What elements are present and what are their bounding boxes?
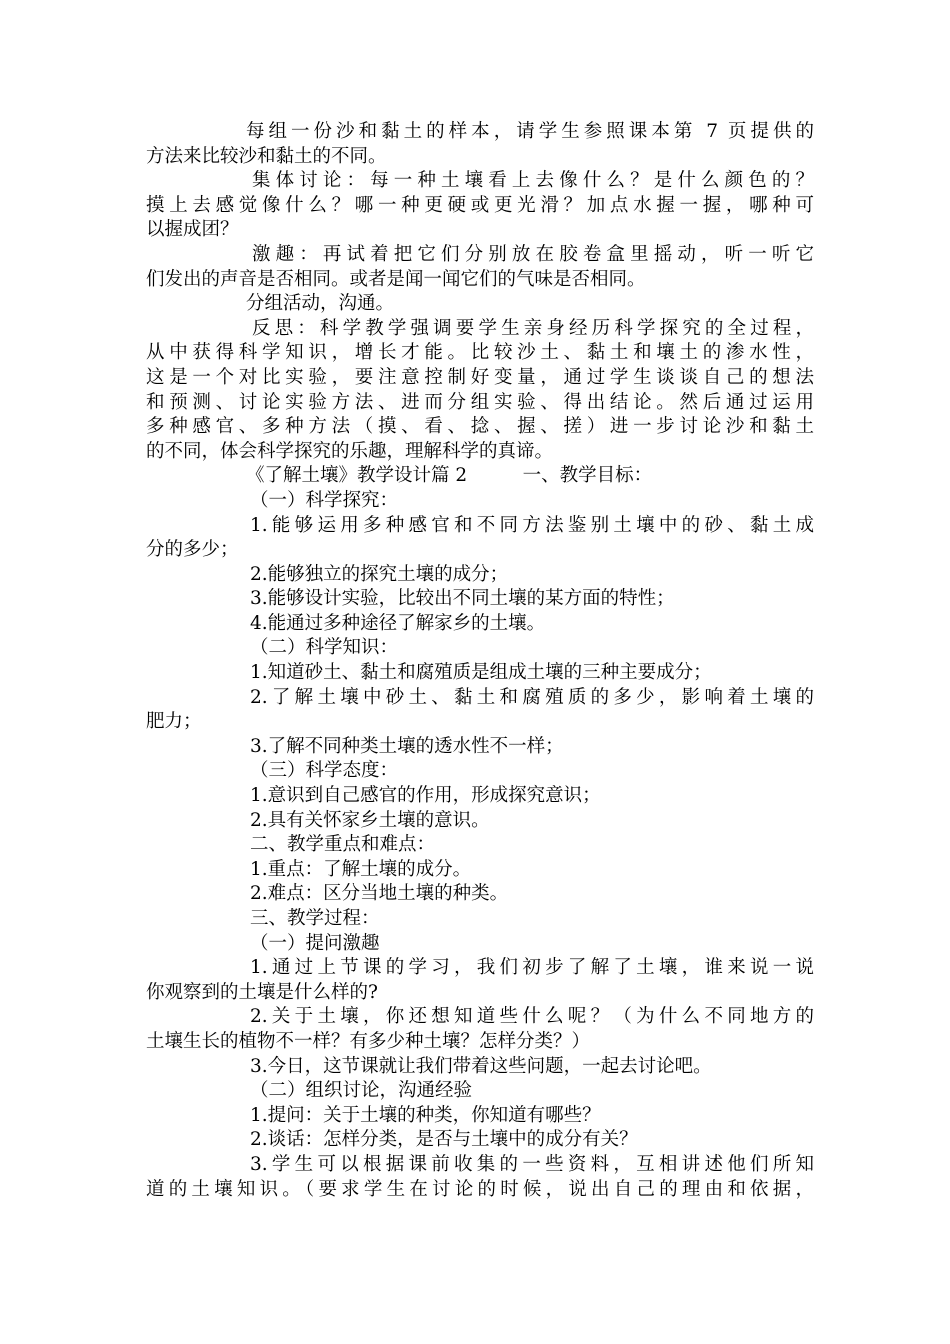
- text-line: 三、教学过程：: [250, 908, 380, 929]
- text-line: 分的多少；: [146, 539, 239, 561]
- text-line: 3.能够设计实验，比较出不同土壤的某方面的特性；: [250, 588, 675, 610]
- text-line: 1.重点：了解土壤的成分。: [250, 858, 472, 880]
- text-line: 激趣：再试着把它们分别放在胶卷盒里摇动，听一听它: [252, 243, 814, 265]
- text-line: 1.能够运用多种感官和不同方法鉴别土壤中的砂、黏土成: [250, 514, 814, 536]
- text-line: 1.意识到自己感官的作用，形成探究意识；: [250, 785, 601, 807]
- text-line: 1.提问：关于土壤的种类，你知道有哪些？: [250, 1104, 601, 1126]
- text-line: （一）科学探究：: [250, 489, 399, 511]
- text-line: 1.知道砂土、黏土和腐殖质是组成土壤的三种主要成分；: [250, 662, 712, 684]
- text-line: 肥力；: [146, 711, 202, 733]
- text-line: 反思：科学教学强调要学生亲身经历科学探究的全过程，: [252, 317, 814, 339]
- text-line: 从中获得科学知识，增长才能。比较沙土、黏土和壤土的渗水性，: [146, 342, 814, 364]
- text-line: （一）提问激趣: [250, 932, 380, 954]
- text-line: 1.通过上节课的学习，我们初步了解了土壤，谁来说一说: [250, 957, 814, 979]
- text-line: 4.能通过多种途径了解家乡的土壤。: [250, 612, 546, 634]
- text-line: 2.谈话：怎样分类，是否与土壤中的成分有关？: [250, 1129, 638, 1151]
- text-line: 2.了解土壤中砂土、黏土和腐殖质的多少，影响着土壤的: [250, 686, 814, 708]
- text-line: 2.能够独立的探究土壤的成分；: [250, 563, 509, 585]
- text-line: 的不同，体会科学探究的乐趣，理解科学的真谛。: [146, 440, 554, 462]
- text-line: 3.今日，这节课就让我们带着这些问题，一起去讨论吧。: [250, 1055, 712, 1077]
- text-line: 《了解土壤》教学设计篇 2 一、教学目标：: [246, 465, 653, 487]
- text-line: 和预测、讨论实验方法、进而分组实验、得出结论。然后通过运用: [146, 391, 814, 413]
- text-line: 们发出的声音是否相同。或者是闻一闻它们的气味是否相同。: [146, 268, 646, 290]
- text-line: 摸上去感觉像什么？哪一种更硬或更光滑？加点水握一握，哪种可: [146, 194, 814, 216]
- text-line: （二）组织讨论，沟通经验: [250, 1080, 473, 1102]
- text-line: 道的土壤知识。（要求学生在讨论的时候，说出自己的理由和依据，: [146, 1178, 814, 1200]
- text-line: 多种感官、多种方法（摸、看、捻、握、搓）进一步讨论沙和黏土: [146, 416, 814, 438]
- text-line: 这是一个对比实验，要注意控制好变量，通过学生谈谈自己的想法: [146, 366, 814, 388]
- text-line: 方法来比较沙和黏土的不同。: [146, 145, 387, 167]
- text-line: 2.难点：区分当地土壤的种类。: [250, 883, 509, 905]
- text-line: 2.关于土壤，你还想知道些什么呢？（为什么不同地方的: [250, 1006, 814, 1028]
- text-line: 你观察到的土壤是什么样的?: [146, 981, 378, 1003]
- text-line: 二、教学重点和难点：: [250, 834, 436, 856]
- document-body: [146, 120, 814, 1202]
- text-line: 3.学生可以根据课前收集的一些资料，互相讲述他们所知: [250, 1153, 814, 1175]
- text-line: 以握成团？: [146, 219, 239, 241]
- text-line: 土壤生长的植物不一样？有多少种土壤？怎样分类？）: [146, 1030, 591, 1052]
- text-line: 3.了解不同种类土壤的透水性不一样；: [250, 735, 564, 757]
- text-line: （二）科学知识：: [250, 637, 399, 659]
- text-line: 2.具有关怀家乡土壤的意识。: [250, 809, 490, 831]
- text-line: （三）科学态度：: [250, 760, 399, 782]
- text-line: 集体讨论：每一种土壤看上去像什么？是什么颜色的？: [252, 170, 814, 192]
- text-line: 分组活动，沟通。: [246, 293, 395, 315]
- text-line: 每组一份沙和黏土的样本，请学生参照课本第 7 页提供的: [246, 121, 814, 142]
